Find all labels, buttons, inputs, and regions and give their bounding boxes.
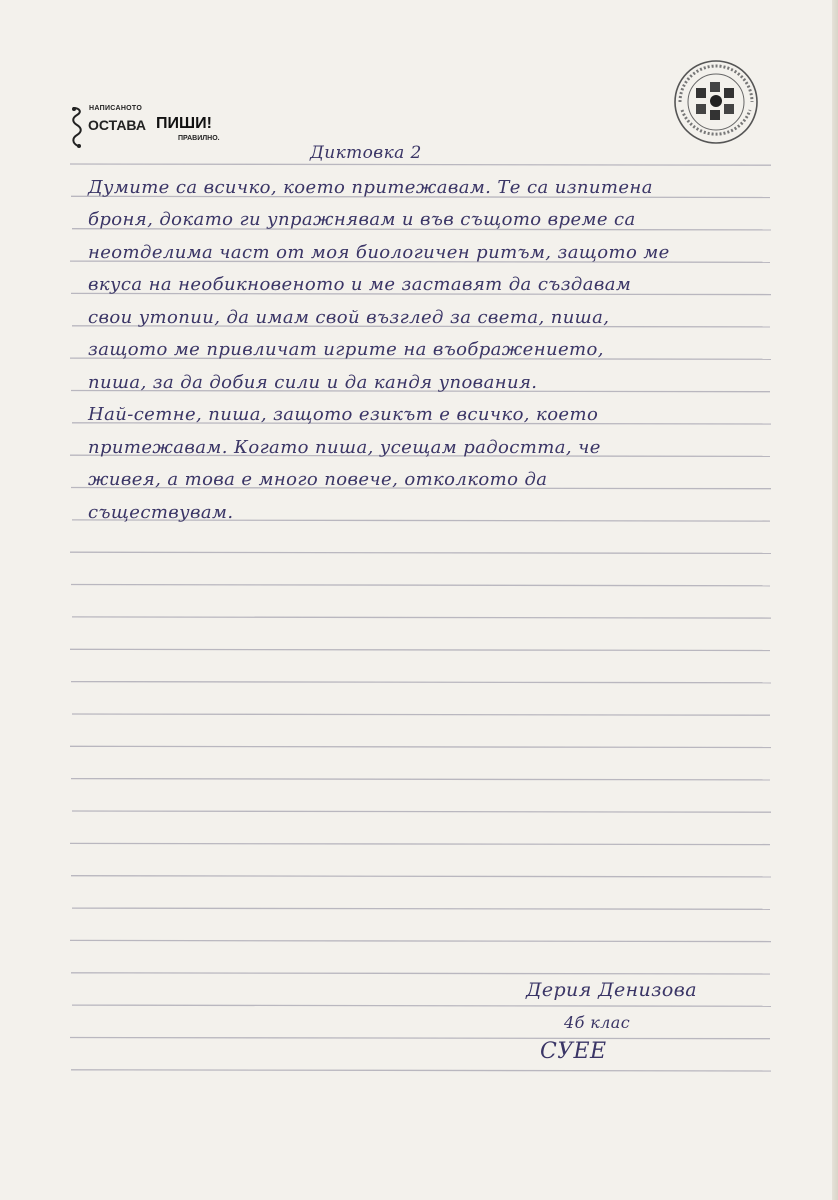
ruled-line	[70, 164, 771, 165]
essay-line-11: съществувам.	[88, 502, 234, 523]
logo-word-pravilno: ПРАВИЛНО.	[178, 135, 220, 142]
ruled-line	[71, 876, 771, 877]
signature-class: 4б клас	[564, 1013, 631, 1032]
logo-word-ostava: ОСТАВА	[88, 117, 146, 133]
ruled-line	[72, 1005, 771, 1006]
essay-line-6: защото ме привличат игрите на въображението,	[88, 339, 604, 360]
ruled-line	[70, 649, 770, 650]
signature-school: СУЕЕ	[540, 1039, 607, 1064]
seal-emblem-icon	[672, 58, 760, 146]
essay-line-3: неотделима част от моя биологичен ритъм, защото ме	[88, 242, 670, 263]
logo-word-pishi: ПИШИ!	[156, 115, 212, 132]
ruled-line	[71, 973, 770, 974]
ruled-line	[71, 585, 770, 586]
ruled-line	[70, 940, 771, 941]
essay-line-8: Най-сетне, пиша, защото езикът е всичко, което	[88, 404, 599, 425]
logo-tagline: НАПИСАНОТО	[89, 105, 143, 112]
ruled-line	[71, 682, 771, 683]
essay-line-5: свои утопии, да имам свой възглед за света, пиша,	[88, 307, 610, 328]
campaign-logo	[70, 104, 240, 148]
ruled-line	[70, 843, 770, 844]
signature-name: Дерия Денизова	[526, 979, 697, 1001]
essay-line-2: броня, докато ги упражнявам и във същото време са	[88, 209, 636, 230]
essay-line-4: вкуса на необикновеното и ме заставят да създавам	[88, 274, 632, 295]
ruled-line	[71, 779, 770, 780]
ruled-line	[70, 746, 771, 747]
ruled-line	[72, 908, 770, 909]
ruled-line	[70, 552, 771, 553]
scroll-icon	[70, 106, 84, 148]
essay-line-9: притежавам. Когато пиша, усещам радостта, че	[88, 437, 601, 458]
essay-line-7: пиша, за да добия сили и да кандя упования.	[88, 372, 538, 393]
ruled-line	[72, 811, 771, 812]
dictation-title: Диктовка 2	[310, 143, 422, 163]
ruled-line	[72, 714, 770, 715]
ruled-line	[72, 617, 771, 618]
essay-line-1: Думите са всичко, което притежавам. Те са изпитена	[88, 177, 653, 198]
ruled-line	[71, 1070, 771, 1071]
essay-line-10: живея, а това е много повече, отколкото да	[88, 469, 548, 490]
ruled-line	[70, 1038, 770, 1039]
